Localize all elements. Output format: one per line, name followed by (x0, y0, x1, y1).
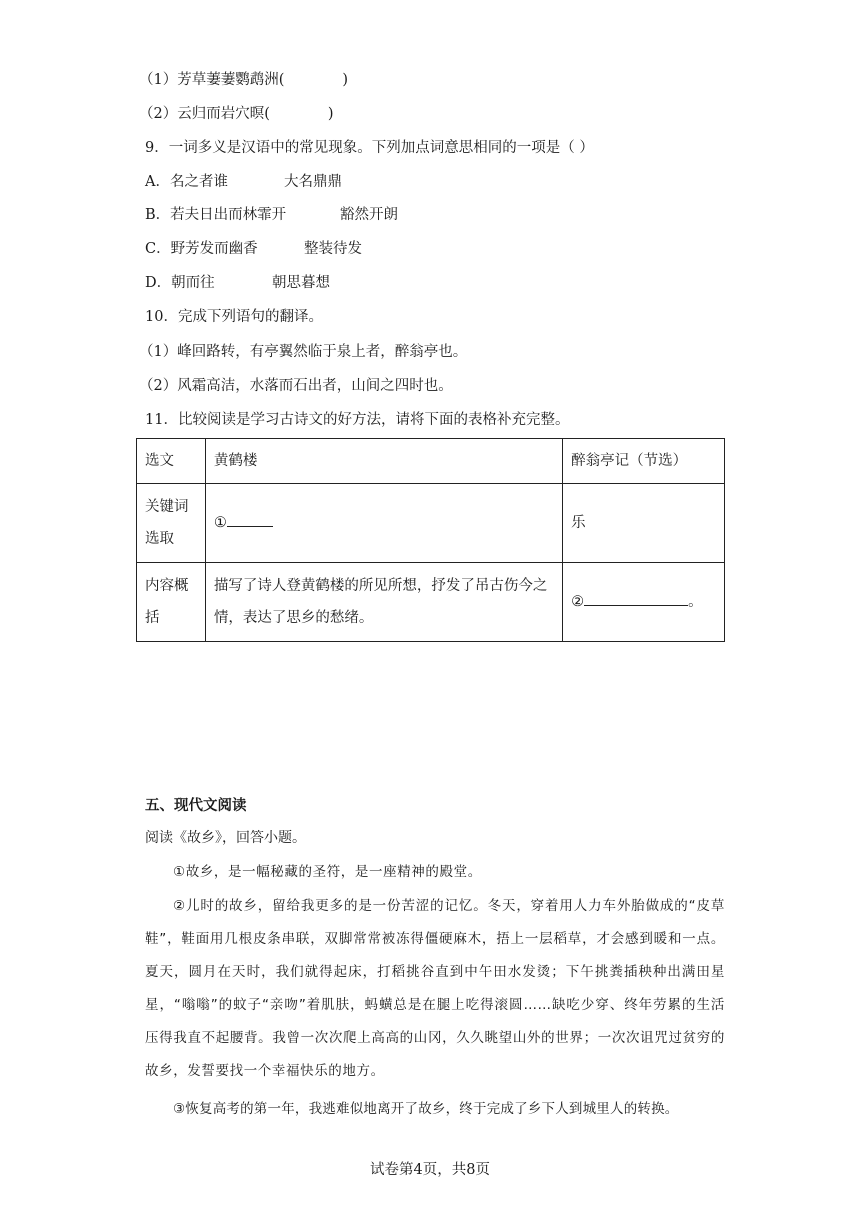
table-row (137, 484, 725, 563)
reading-intro: 阅读《故乡》，回答小题。 (145, 830, 306, 846)
q9-option-a[interactable]: A．名之者谁 (145, 174, 228, 190)
reading-paragraph-2: ②儿时的故乡，留给我更多的是一份苦涩的记忆。冬天，穿着用人力车外胎做成的“皮草鞋”，鞋面用几根皮条串联，双脚常常被冻得僵硬麻木，捂上一层稻草，才会感到暖和一点。夏天，圆月在天时，我们就得起床，打稻挑谷直到中午田水发烫；下午挑粪插秧种出满田星星，“嗡嗡”的蚊子“亲吻”着肌肤，蚂蟥总是在腿上吃得滚圆……缺吃少穿、终年劳累的生活压得我直不起腰背。我曾一次次爬上高高的山冈，久久眺望山外的世界；一次次诅咒过贫穷的故乡，发誓要找一个幸福快乐的地方。 (145, 898, 725, 1079)
reading-paragraph-3: ③恢复高考的第一年，我逃难似地离开了故乡，终于完成了乡下人到城里人的转换。 (173, 1101, 679, 1117)
table-cell: 乐 (563, 484, 725, 563)
table-cell: 描写了诗人登黄鹤楼的所见所想，抒发了吊古伤今之情，表达了思乡的愁绪。 (205, 563, 562, 642)
table-header-cell: 选文 (137, 439, 206, 484)
table-header-cell: 醉翁亭记（节选） (563, 439, 725, 484)
table-header-cell: 黄鹤楼 (205, 439, 562, 484)
q9-option-c[interactable]: C．野芳发而幽香 (145, 241, 258, 257)
q11-stem: 11．比较阅读是学习古诗文的好方法，请将下面的表格补充完整。 (145, 412, 570, 428)
section-title: 五、现代文阅读 (145, 798, 247, 814)
q8-item-2: （2）云归而岩穴暝( ) (139, 106, 334, 122)
q8-item-1: （1）芳草萋萋鹦鹉洲( ) (139, 72, 349, 88)
table-row (137, 563, 725, 642)
table-row (137, 439, 725, 484)
q9-option-d[interactable]: D．朝而往 (145, 275, 215, 291)
q9-option-b[interactable]: B．若夫日出而林霏开 (145, 207, 287, 223)
q10-sentence-1: （1）峰回路转，有亭翼然临于泉上者，醉翁亭也。 (139, 344, 468, 360)
reading-paragraph-1: ①故乡，是一幅秘藏的圣符，是一座精神的殿堂。 (173, 864, 482, 880)
comparison-table (136, 438, 725, 642)
q9-option-d-compare: 朝思暮想 (272, 275, 330, 291)
q10-stem: 10．完成下列语句的翻译。 (145, 309, 323, 325)
answer-blank-2[interactable]: ② 。 (563, 563, 725, 642)
blank-underline[interactable] (227, 510, 273, 527)
q9-option-c-compare: 整装待发 (304, 241, 362, 257)
page-footer: 试卷第4页，共8页 (370, 1162, 490, 1178)
blank-underline[interactable] (584, 589, 688, 606)
row-label-keywords: 关键词选取 (137, 484, 206, 563)
q9-stem: 9．一词多义是汉语中的常见现象。下列加点词意思相同的一项是（ ） (145, 140, 594, 156)
q10-sentence-2: （2）风霜高洁，水落而石出者，山间之四时也。 (139, 378, 453, 394)
q9-option-a-compare: 大名鼎鼎 (284, 174, 342, 190)
answer-blank-1[interactable]: ① (205, 484, 562, 563)
q9-option-b-compare: 豁然开朗 (340, 207, 398, 223)
row-label-summary: 内容概括 (137, 563, 206, 642)
